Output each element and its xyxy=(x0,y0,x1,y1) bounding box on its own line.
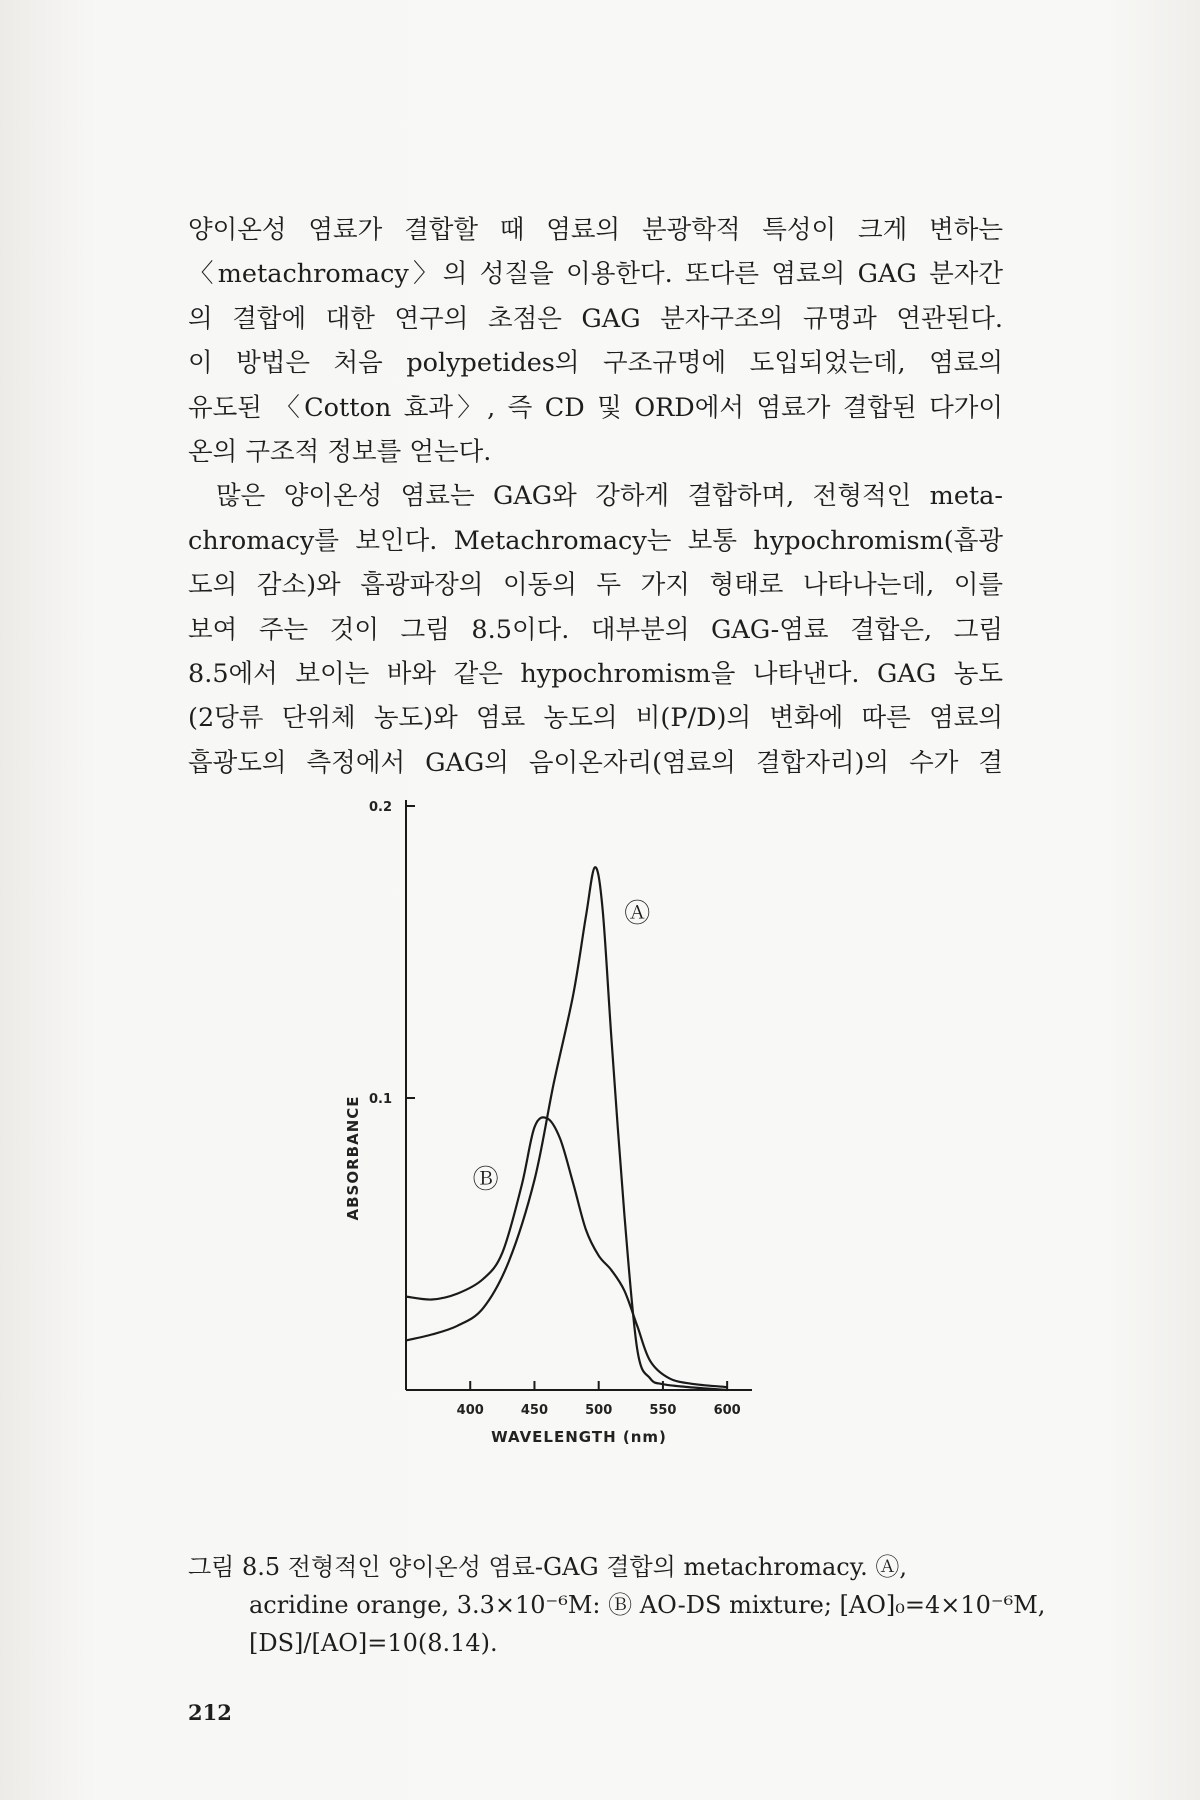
y-tick-label: 0.1 xyxy=(368,1092,392,1107)
text-line: 많은 양이온성 염료는 GAG와 강하게 결합하며, 전형적인 meta- xyxy=(216,481,1003,512)
text-line: chromacy를 보인다. Metachromacy는 보통 hypochromism(흡광 xyxy=(188,525,1003,556)
caption-line-3: [DS]/[AO]=10(8.14). xyxy=(249,1629,498,1657)
text-line: 보여 주는 것이 그림 8.5이다. 대부분의 GAG-염료 결합은, 그림 xyxy=(188,614,1003,645)
absorbance-chart xyxy=(330,782,910,1522)
caption-line-2: acridine orange, 3.3×10⁻⁶M: Ⓑ AO-DS mixture; [AO]₀=4×10⁻⁶M, xyxy=(249,1591,1046,1619)
figure-caption xyxy=(188,1548,1046,1662)
text-line: 유도된 〈Cotton 효과〉, 즉 CD 및 ORD에서 염료가 결합된 다가이 xyxy=(188,392,1003,423)
page-number: 212 xyxy=(188,1700,232,1725)
x-axis-title: WAVELENGTH (nm) xyxy=(491,1428,667,1446)
x-tick-label: 550 xyxy=(649,1403,677,1418)
text-line: 의 결합에 대한 연구의 초점은 GAG 분자구조의 규명과 연관된다. xyxy=(188,303,1003,334)
body-text xyxy=(188,208,1003,785)
text-line: 8.5에서 보이는 바와 같은 hypochromism을 나타낸다. GAG 농도 xyxy=(188,659,1003,690)
text-line: 이 방법은 처음 polypetides의 구조규명에 도입되었는데, 염료의 xyxy=(188,348,1003,379)
x-tick-label: 500 xyxy=(585,1403,613,1418)
paragraph-1 xyxy=(188,208,1003,474)
caption-line-1: 그림 8.5 전형적인 양이온성 염료-GAG 결합의 metachromacy. Ⓐ, xyxy=(188,1553,907,1581)
text-line: 〈metachromacy〉의 성질을 이용한다. 또다른 염료의 GAG 분자간 xyxy=(188,259,1003,290)
series-label-b: Ⓑ xyxy=(472,1164,499,1195)
text-line: 도의 감소)와 흡광파장의 이동의 두 가지 형태로 나타나는데, 이를 xyxy=(188,570,1003,601)
y-axis-title: ABSORBANCE xyxy=(344,1095,362,1221)
text-line: 양이온성 염료가 결합할 때 염료의 분광학적 특성이 크게 변하는 xyxy=(188,215,1003,245)
text-line: 온의 구조적 정보를 얻는다. xyxy=(188,437,492,468)
text-line: 흡광도의 측정에서 GAG의 음이온자리(염료의 결합자리)의 수가 결 xyxy=(188,747,1003,778)
series-line-a xyxy=(406,867,727,1390)
text-line: (2당류 단위체 농도)와 염료 농도의 비(P/D)의 변화에 따른 염료의 xyxy=(188,703,1003,734)
x-tick-label: 450 xyxy=(520,1403,549,1418)
series-line-b xyxy=(406,1117,727,1387)
series-label-a: Ⓐ xyxy=(624,899,651,930)
x-tick-label: 400 xyxy=(456,1403,484,1418)
x-tick-label: 600 xyxy=(713,1403,741,1418)
absorbance-figure xyxy=(330,782,910,1522)
paragraph-2 xyxy=(188,474,1003,785)
y-tick-label: 0.2 xyxy=(368,800,392,815)
